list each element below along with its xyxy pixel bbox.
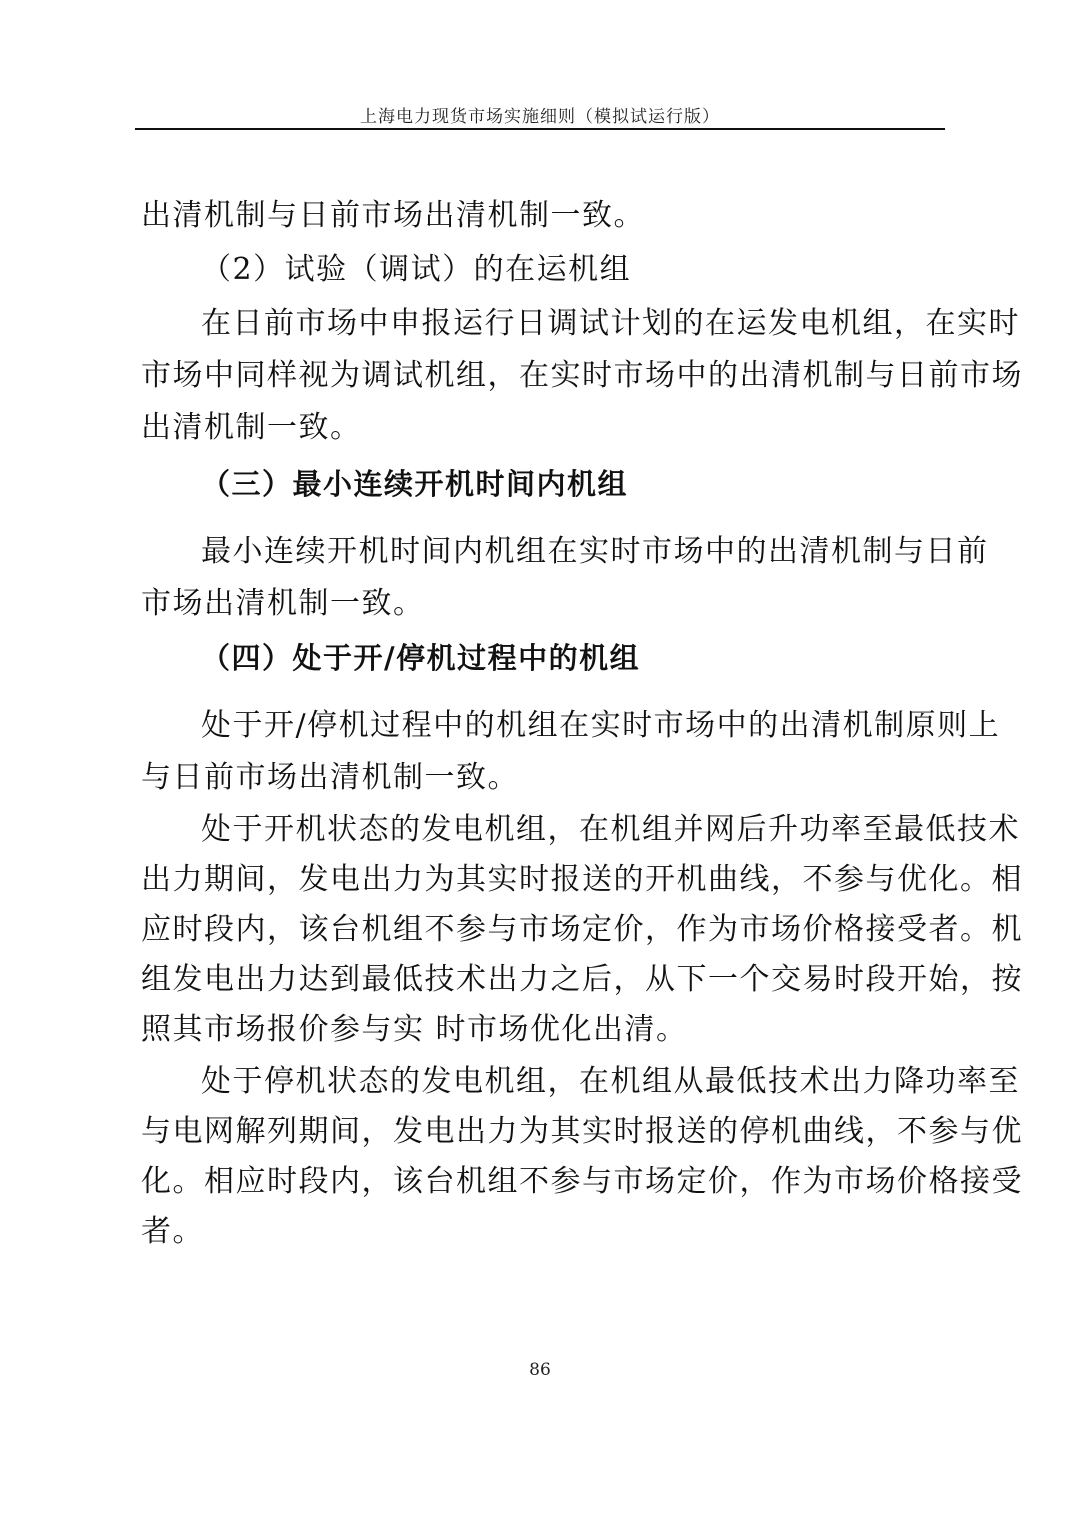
body-line: 与电网解列期间，发电出力为其实时报送的停机曲线，不参与优 (141, 1114, 1023, 1149)
body-line: 出清机制与日前市场出清机制一致。 (141, 198, 645, 233)
body-line: 最小连续开机时间内机组在实时市场中的出清机制与日前 (201, 534, 989, 569)
body-line: 出力期间，发电出力为其实时报送的开机曲线，不参与优化。相 (141, 862, 1023, 897)
body-line: 照其市场报价参与实 时市场优化出清。 (141, 1012, 688, 1047)
body-line: 处于开机状态的发电机组，在机组并网后升功率至最低技术 (201, 812, 1020, 847)
subsection-title: （2）试验（调试）的在运机组 (201, 252, 632, 287)
body-line: 市场出清机制一致。 (141, 586, 425, 621)
body-line: 应时段内，该台机组不参与市场定价，作为市场价格接受者。机 (141, 912, 1023, 947)
body-line: 出清机制一致。 (141, 410, 362, 445)
header-divider (135, 128, 945, 130)
body-line: 市场中同样视为调试机组，在实时市场中的出清机制与日前市场 (141, 358, 1023, 393)
body-line: 在日前市场中申报运行日调试计划的在运发电机组，在实时 (201, 306, 1020, 341)
section-heading: （四）处于开/停机过程中的机组 (201, 641, 641, 675)
document-header-title: 上海电力现货市场实施细则（模拟试运行版） (360, 107, 720, 127)
body-line: 化。相应时段内，该台机组不参与市场定价，作为市场价格接受 (141, 1164, 1023, 1199)
body-line: 处于开/停机过程中的机组在实时市场中的出清机制原则上 (201, 708, 1001, 743)
body-line: 组发电出力达到最低技术出力之后，从下一个交易时段开始，按 (141, 962, 1023, 997)
body-line: 与日前市场出清机制一致。 (141, 760, 519, 795)
section-heading: （三）最小连续开机时间内机组 (201, 467, 629, 501)
body-line: 处于停机状态的发电机组，在机组从最低技术出力降功率至 (201, 1064, 1020, 1099)
page-number: 86 (529, 1360, 551, 1380)
body-line: 者。 (141, 1214, 204, 1249)
